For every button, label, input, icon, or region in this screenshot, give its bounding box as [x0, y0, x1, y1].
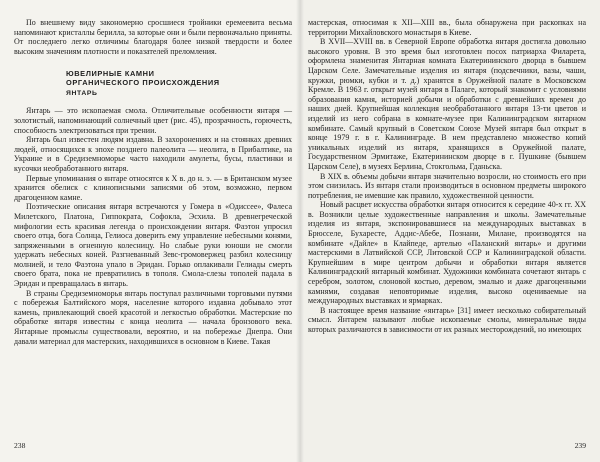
paragraph: мастерская, относимая к XII—XIII вв., была обнаружена при раскопках на территории Михайловского монастыря в Киеве. — [308, 18, 586, 37]
section-heading — [66, 69, 292, 87]
paragraph: Поэтические описания янтаря встречаются у Гомера в «Одиссее», Фалеса Милетского, Платона, Гиппократа, Софокла, Эсхила. В древнегреческой мифологии есть красивая легенда о происхождении янтаря. Фаэтон упросил своего отца, бога Солнца, Гелиоса доверить ему управление небесными конями, запряженными в огненную колесницу. Но слабые руки юноши не смогли удержать небесных коней. Разгневанный Зевс-громовержец разбил колесницу молнией, и тело Фаэтона упало в Эридан. Горько оплакивали Гелиады смерть своего брата, пока не превратились в тополя. Смола-слезы тополей падала в Эридан и превращалась в янтарь. — [14, 202, 292, 289]
paragraph: В XIX в. объемы добычи янтаря значительно возросли, но стоимость его при этом снизилась. Из янтаря стали производиться в основном предметы широкого потребления, не имевшие как правило, художественной ценности. — [308, 171, 586, 200]
paragraph: Янтарь был известен людям издавна. В захоронениях и на стоянках древних людей, относящихся к эпохе позднего палеолита — неолита, в Прибалтике, на Украине и в Средиземноморье часто находили амулеты, бусы, пластинки и кусочки необработанного янтаря. — [14, 135, 292, 173]
left-text-column — [14, 18, 292, 346]
paragraph: Янтарь — это ископаемая смола. Отличительные особенности янтаря — золотистый, напоминающий солнечный цвет (рис. 45), прозрачность, горючесть, способность электризоваться при трении. — [14, 106, 292, 135]
page-number-left: 238 — [14, 441, 26, 450]
page-number-right: 239 — [574, 441, 586, 450]
paragraph: В страны Средиземноморья янтарь поступал различными торговыми путями с побережья Балтийского моря, население которого издавна добывало этот камень, привлекающий своей красотой и легкостью обработки. Мастерские по обработке янтаря известны с конца неолита — начала бронзового века. Янтарные промыслы существовали, вероятно, и на побережье Днепра. Они давали материал для мастерских, находившихся в основном в Киеве. Такая — [14, 288, 292, 346]
subsection-heading: ЯНТАРЬ — [66, 90, 98, 98]
paragraph: Первые упоминания о янтаре относятся к X в. до н. э. — в Британском музее хранится обелиск с клинописными записями об этом, возможно, первом драгоценном камне. — [14, 173, 292, 202]
right-text-column — [308, 18, 586, 335]
section-heading-line2: ОРГАНИЧЕСКОГО ПРОИСХОЖДЕНИЯ — [66, 78, 220, 88]
paragraph: В XVII—XVIII вв. в Северной Европе обработка янтаря достигла довольно высокого уровня. В это время был изготовлен посох патриарха Филарета, оформлена знаменитая Янтарная комната Екатерининского дворца в бывшем Царском Селе. Замечательные изделия из янтаря (подсвечники, вазы, чаши, кружки, рюмки, кубки и т. д.) хранятся в Оружейной палате в Московском Кремле. В 1963 г. открыт музей янтаря в Палаге, который знакомит с условиями образования камня, историей добычи и обработки с древнейших времен до наших дней. Крупнейшая коллекция необработанного янтаря 13-ти цветов и изделий из него собрана в комнате-музее при Калининградском янтарном комбинате. Самый крупный в Советском Союзе Музей янтаря был открыт в конце 1979 г. в г. Калининграде. В нем представлено множество копий уникальных изделий из янтаря, хранящихся в Оружейной палате, Государственном Эрмитаже, Екатерининском дворце в г. Пушкине (бывшем Царском Селе), в музеях Берлина, Стокгольма, Гданьска. — [308, 37, 586, 171]
paragraph: Новый расцвет искусства обработки янтаря относится к середине 40-х гг. XX в. Возникли целые художественные направления и школы. Замечательные изделия из янтаря, экспонировавшиеся на международных выставках в Брюсселе, Бухаресте, Аддис-Абебе, Познани, Милане, производятся на комбинате «Дайле» в Клайпеде, артелью «Паланский янтарь» и другими мастерскими в Латвийской ССР, Литовской ССР и Калининградской области. Крупнейшим в мире центром добычи и обработки янтаря является Калининградский янтарный комбинат. Художники комбината сочетают янтарь с серебром, золотом, слоновой костью, деревом, эмалью и даже драгоценными камнями, создавая неповторимые изделия, высоко оцениваемые на международных выставках и ярмарках. — [308, 200, 586, 306]
paragraph: В настоящее время название «янтарь» [31] имеет несколько собирательный смысл. Янтарем называют любые ископаемые смолы, минеральные виды которых различаются в зависимости от их разных месторождений, но имеющих — [308, 305, 586, 334]
book-gutter — [296, 0, 304, 462]
section-heading-line1: ЮВЕЛИРНЫЕ КАМНИ — [66, 69, 155, 79]
paragraph-intro: По внешнему виду закономерно сросшиеся тройники еремеевита весьма напоминают кристаллы берилла, за которые они и были первоначально приняты. От последнего легко отличимы благодаря более низкой твердости и более высоким значениям плотности и показателей преломления. — [14, 18, 292, 56]
